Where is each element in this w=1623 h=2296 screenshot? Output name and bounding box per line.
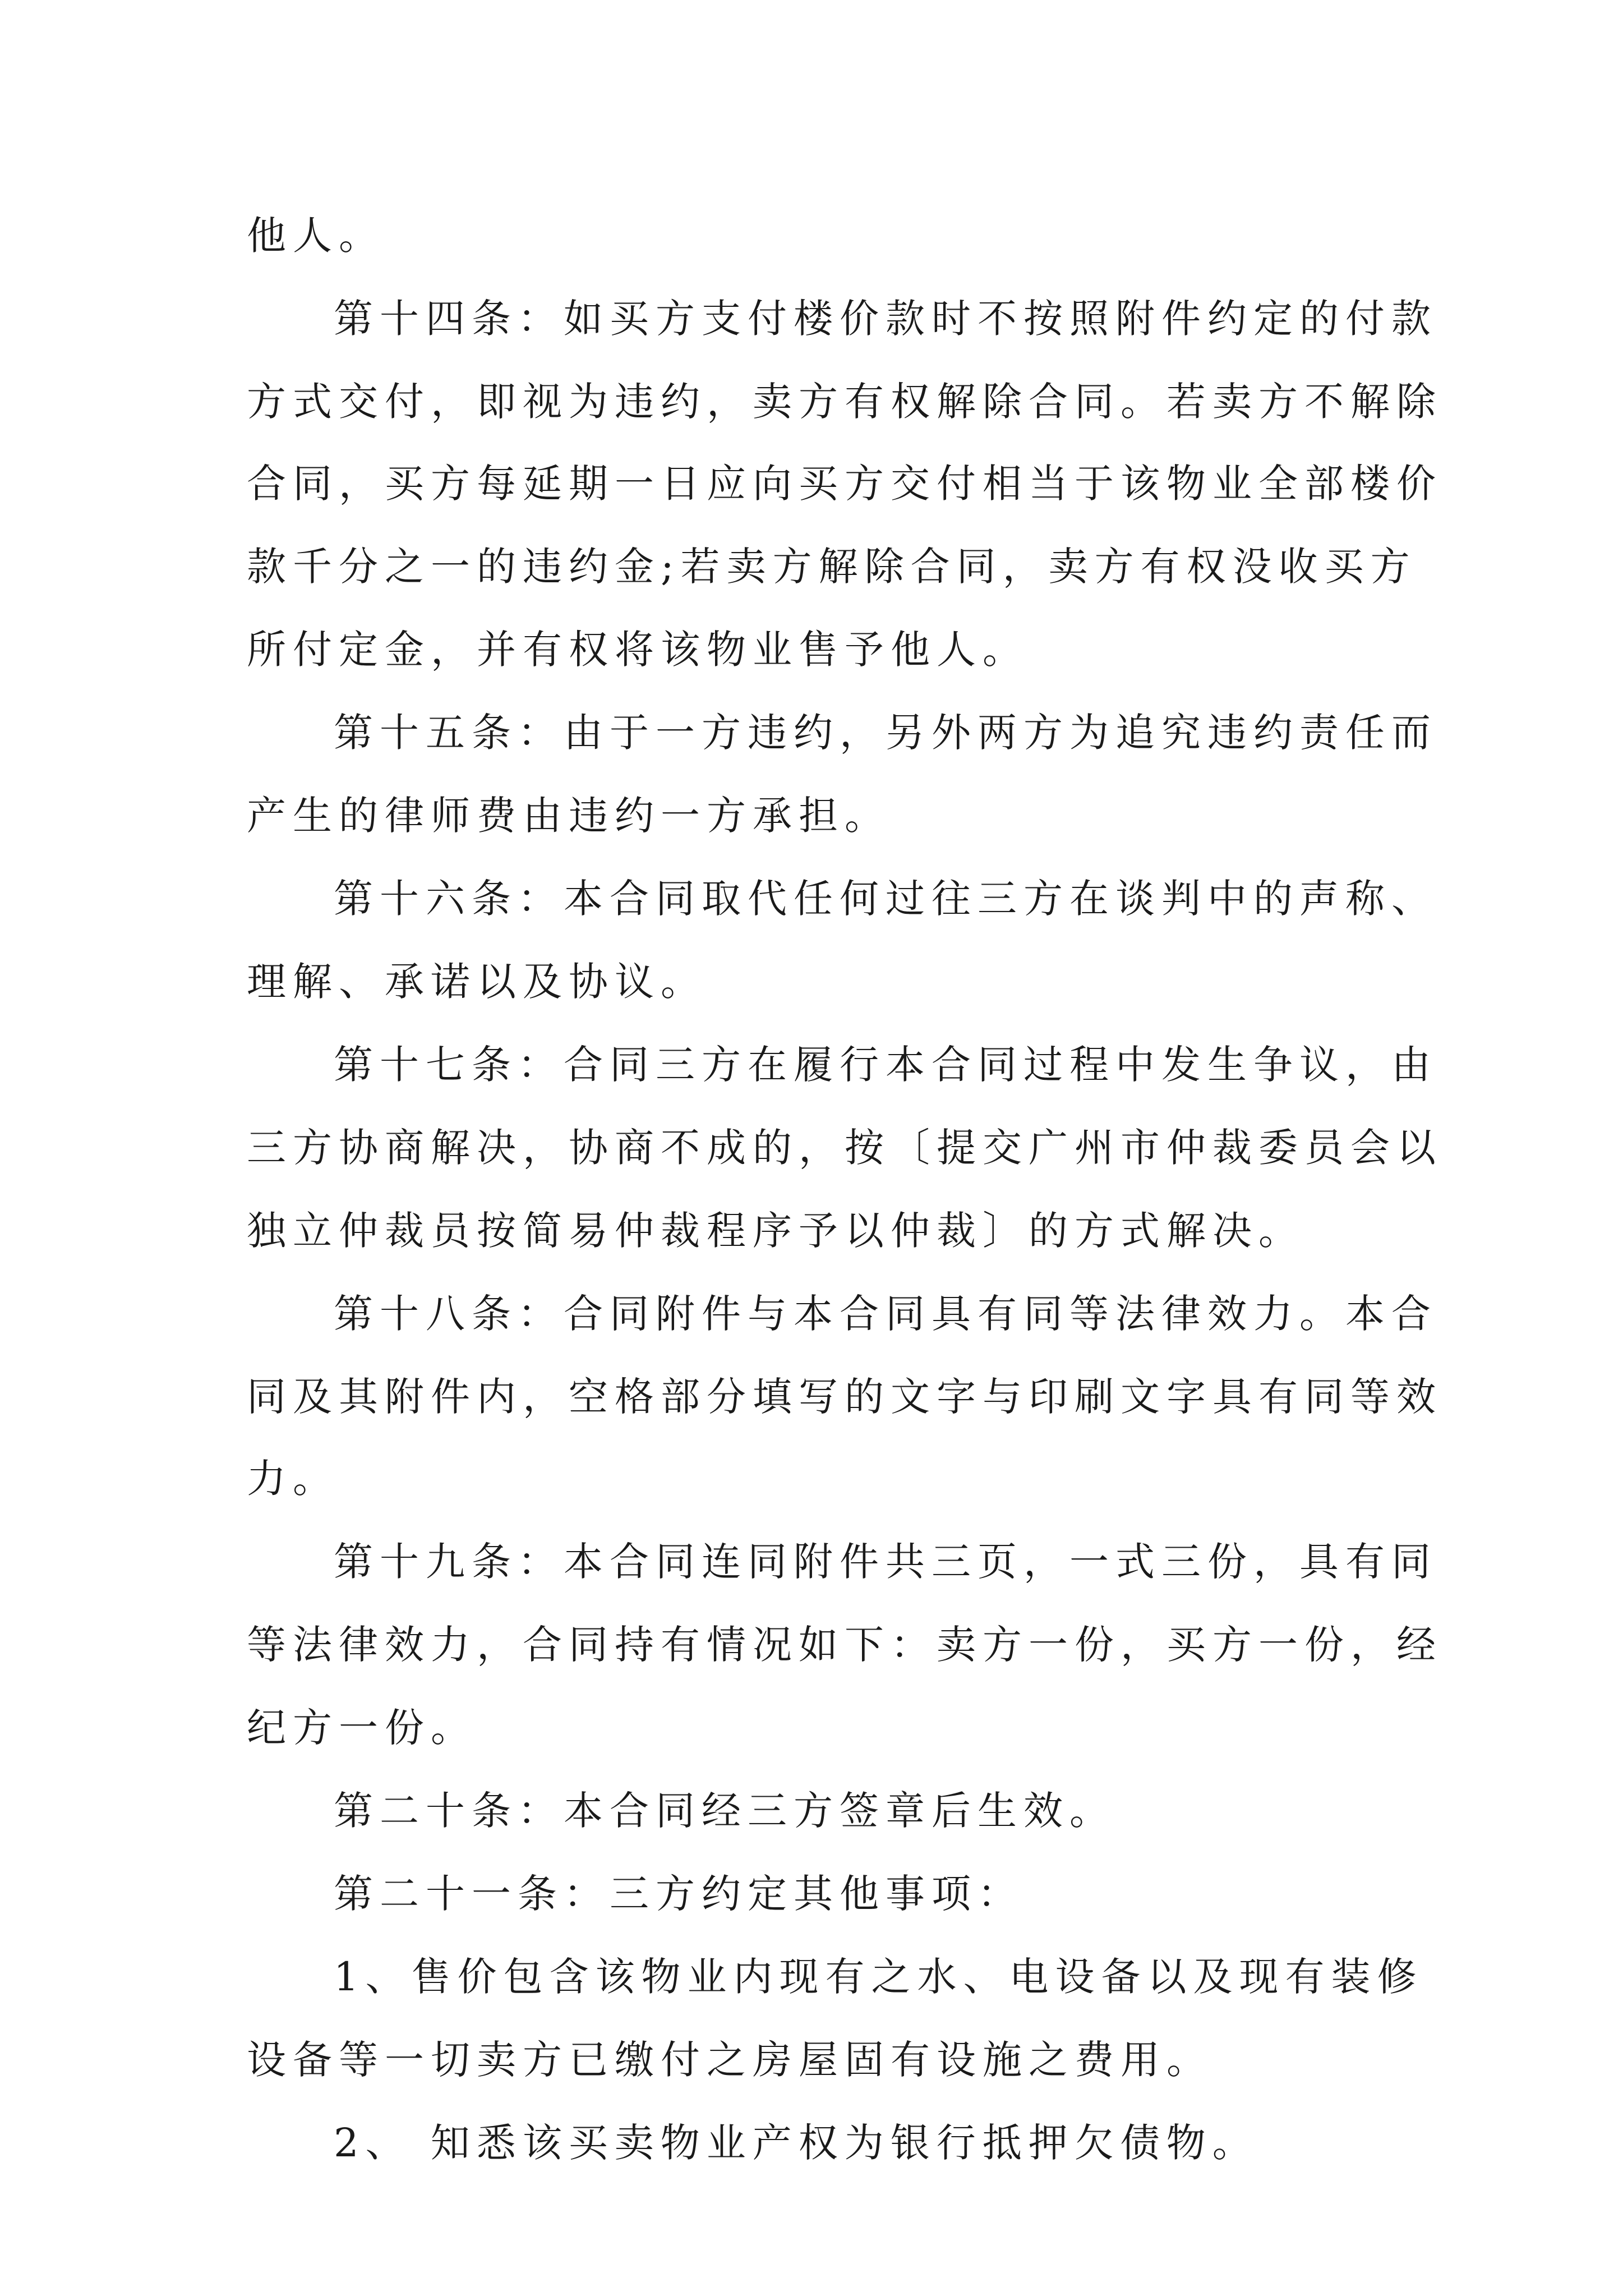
text-line: 纪方一份。 xyxy=(247,1705,477,1751)
text-line: 力。 xyxy=(247,1456,339,1502)
text-line: 他人。 xyxy=(247,213,385,259)
text-line: 合同，买方每延期一日应向买方交付相当于该物业全部楼价 xyxy=(247,461,1442,507)
text-line: 款千分之一的违约金;若卖方解除合同，卖方有权没收买方 xyxy=(247,544,1417,590)
text-line: 三方协商解决，协商不成的，按〔提交广州市仲裁委员会以 xyxy=(247,1125,1442,1171)
text-line: 产生的律师费由违约一方承担。 xyxy=(247,793,891,839)
text-line: 1、售价包含该物业内现有之水、电设备以及现有装修 xyxy=(334,1954,1423,2000)
text-line: 方式交付，即视为违约，卖方有权解除合同。若卖方不解除 xyxy=(247,379,1442,425)
text-line: 第十四条：如买方支付楼价款时不按照附件约定的付款 xyxy=(334,296,1437,342)
text-line: 同及其附件内，空格部分填写的文字与印刷文字具有同等效 xyxy=(247,1374,1442,1420)
text-line: 第十五条：由于一方违约，另外两方为追究违约责任而 xyxy=(334,710,1437,756)
text-line: 理解、承诺以及协议。 xyxy=(247,959,707,1005)
text-line: 设备等一切卖方已缴付之房屋固有设施之费用。 xyxy=(247,2037,1212,2083)
text-line: 第十七条：合同三方在履行本合同过程中发生争议，由 xyxy=(334,1042,1437,1088)
text-line: 第二十一条：三方约定其他事项： xyxy=(334,1871,1023,1917)
text-line: 等法律效力，合同持有情况如下：卖方一份，买方一份，经 xyxy=(247,1622,1442,1668)
text-line: 独立仲裁员按简易仲裁程序予以仲裁〕的方式解决。 xyxy=(247,1208,1304,1254)
text-line: 第十六条：本合同取代任何过往三方在谈判中的声称、 xyxy=(334,876,1437,922)
text-line: 第十九条：本合同连同附件共三页，一式三份，具有同 xyxy=(334,1539,1437,1585)
text-line: 所付定金，并有权将该物业售予他人。 xyxy=(247,627,1029,673)
text-line: 2、 知悉该买卖物业产权为银行抵押欠债物。 xyxy=(334,2120,1258,2166)
text-line: 第二十条：本合同经三方签章后生效。 xyxy=(334,1788,1115,1834)
text-line: 第十八条：合同附件与本合同具有同等法律效力。本合 xyxy=(334,1291,1437,1337)
